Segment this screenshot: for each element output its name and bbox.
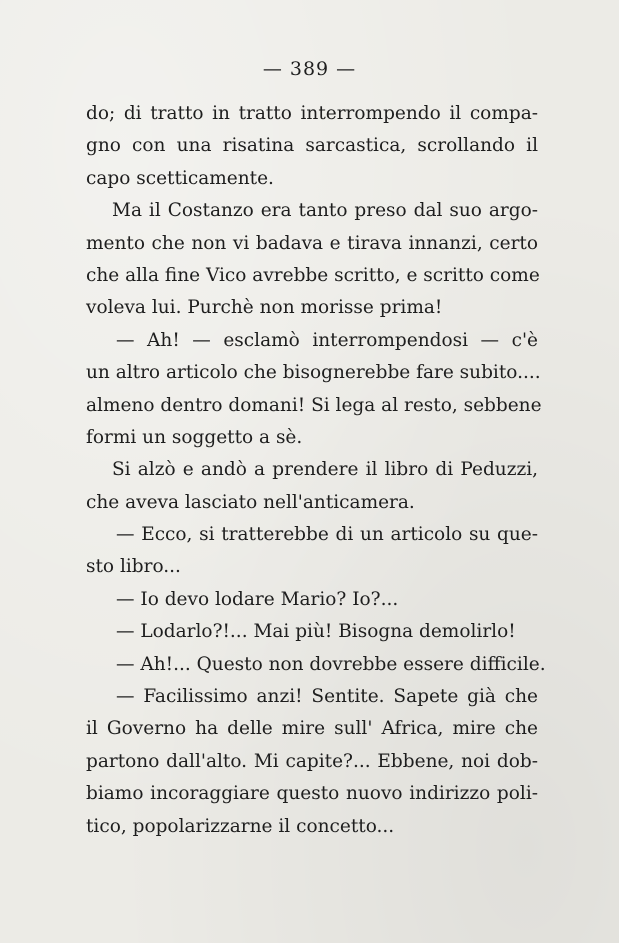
text-line: — Ah! — esclamò interrompendosi — c'è (116, 329, 538, 351)
text-line: — Lodarlo?!... Mai più! Bisogna demolirlo! (116, 621, 516, 643)
text-line: che aveva lasciato nell'anticamera. (86, 491, 415, 513)
text-line: formi un soggetto a sè. (86, 426, 303, 448)
text-line: che alla fine Vico avrebbe scritto, e scritto come (86, 264, 540, 286)
text-line: — Ah!... Questo non dovrebbe essere difficile. (116, 653, 546, 675)
text-line: sto libro... (86, 556, 181, 578)
text-line: Si alzò e andò a prendere il libro di Peduzzi, (112, 459, 538, 481)
text-line: — Facilissimo anzi! Sentite. Sapete già che (116, 686, 538, 708)
body-text (86, 98, 546, 843)
text-line: partono dall'alto. Mi capite?... Ebbene, noi dob- (86, 750, 538, 772)
text-line: biamo incoraggiare questo nuovo indirizzo poli- (86, 783, 538, 805)
text-line: un altro articolo che bisognerebbe fare subito.... (86, 362, 541, 384)
text-line: almeno dentro domani! Si lega al resto, sebbene (86, 394, 542, 416)
text-line: voleva lui. Purchè non morisse prima! (86, 297, 443, 319)
page-number: — 389 — (262, 58, 357, 80)
text-line: il Governo ha delle mire sull' Africa, mire che (86, 718, 538, 740)
text-line: tico, popolarizzarne il concetto... (86, 815, 395, 837)
text-line: capo scetticamente. (86, 167, 274, 189)
text-line: mento che non vi badava e tirava innanzi, certo (86, 232, 538, 254)
text-line: — Io devo lodare Mario? Io?... (116, 588, 399, 610)
text-line: do; di tratto in tratto interrompendo il compa- (86, 103, 538, 124)
text-line: Ma il Costanzo era tanto preso dal suo argo- (112, 200, 538, 222)
text-line: gno con una risatina sarcastica, scrollando il (86, 135, 538, 157)
text-line: — Ecco, si tratterebbe di un articolo su que- (116, 524, 538, 546)
